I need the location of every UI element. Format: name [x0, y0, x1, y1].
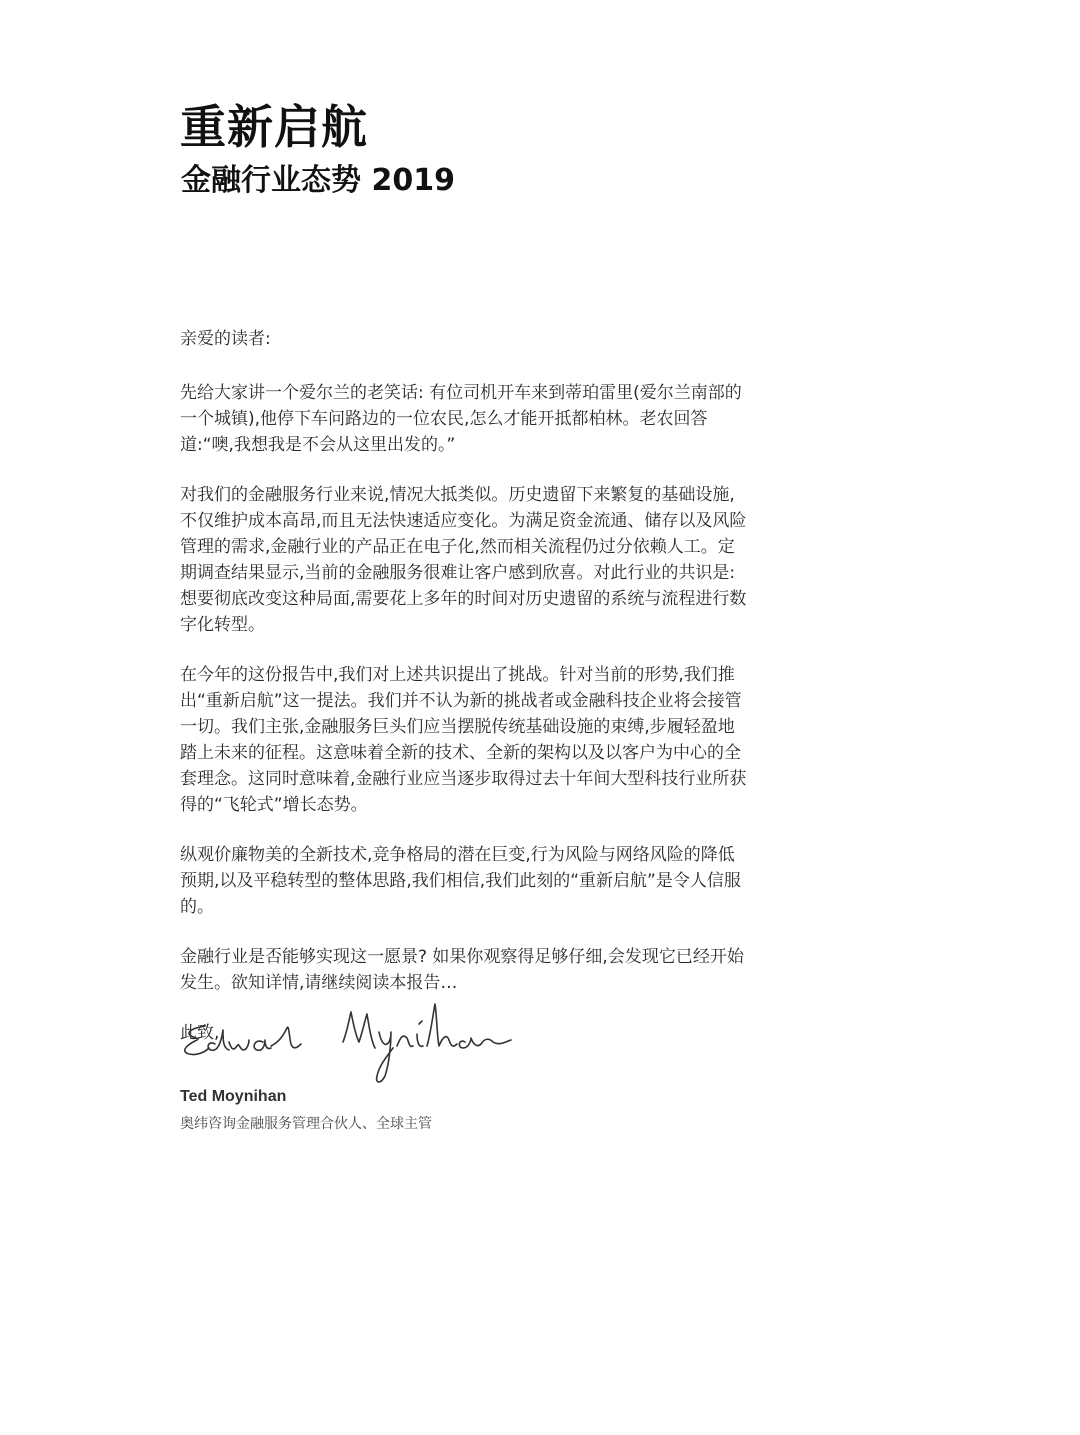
page-title: 重新启航: [180, 100, 368, 154]
handwritten-signature: [175, 990, 515, 1090]
letter-salutation: 亲爱的读者:: [180, 329, 271, 349]
signer-role: 奥纬咨询金融服务管理合伙人、全球主管: [180, 1116, 432, 1132]
page-subtitle: 金融行业态势 2019: [181, 163, 455, 198]
letter-paragraph-3: 在今年的这份报告中,我们对上述共识提出了挑战。针对当前的形势,我们推出“重新启航”这一提法。我们并不认为新的挑战者或金融科技企业将会接管一切。我们主张,金融服务巨头们应当摆脱传统基础设施的束缚,步履轻盈地踏上未来的征程。这意味着全新的技术、全新的架构以及以客户为中心的全套理念。这同时意味着,金融行业应当逐步取得过去十年间大型科技行业所获得的“飞轮式”增长态势。: [180, 665, 747, 815]
letter-paragraph-4: 纵观价廉物美的全新技术,竞争格局的潜在巨变,行为风险与网络风险的降低预期,以及平稳转型的整体思路,我们相信,我们此刻的“重新启航”是令人信服的。: [180, 845, 741, 917]
letter-paragraph-2: 对我们的金融服务行业来说,情况大抵类似。历史遗留下来繁复的基础设施,不仅维护成本高昂,而且无法快速适应变化。为满足资金流通、储存以及风险管理的需求,金融行业的产品正在电子化,然而相关流程仍过分依赖人工。定期调查结果显示,当前的金融服务很难让客户感到欣喜。对此行业的共识是: 想要彻底改变这种局面,需要花上多年的时间对历史遗留的系统与流程进行数字化转型。: [180, 485, 747, 635]
signer-name: Ted Moynihan: [180, 1088, 287, 1105]
letter-closing: 此致,: [180, 1023, 220, 1043]
letter-paragraph-1: 先给大家讲一个爱尔兰的老笑话: 有位司机开车来到蒂珀雷里(爱尔兰南部的一个城镇),他停下车问路边的一位农民,怎么才能开抵都柏林。老农回答道:“噢,我想我是不会从这里出发的。”: [180, 383, 742, 455]
letter-body: [180, 326, 750, 1070]
letter-paragraph-5: 金融行业是否能够实现这一愿景? 如果你观察得足够仔细,会发现它已经开始发生。欲知详情,请继续阅读本报告…: [180, 947, 744, 993]
